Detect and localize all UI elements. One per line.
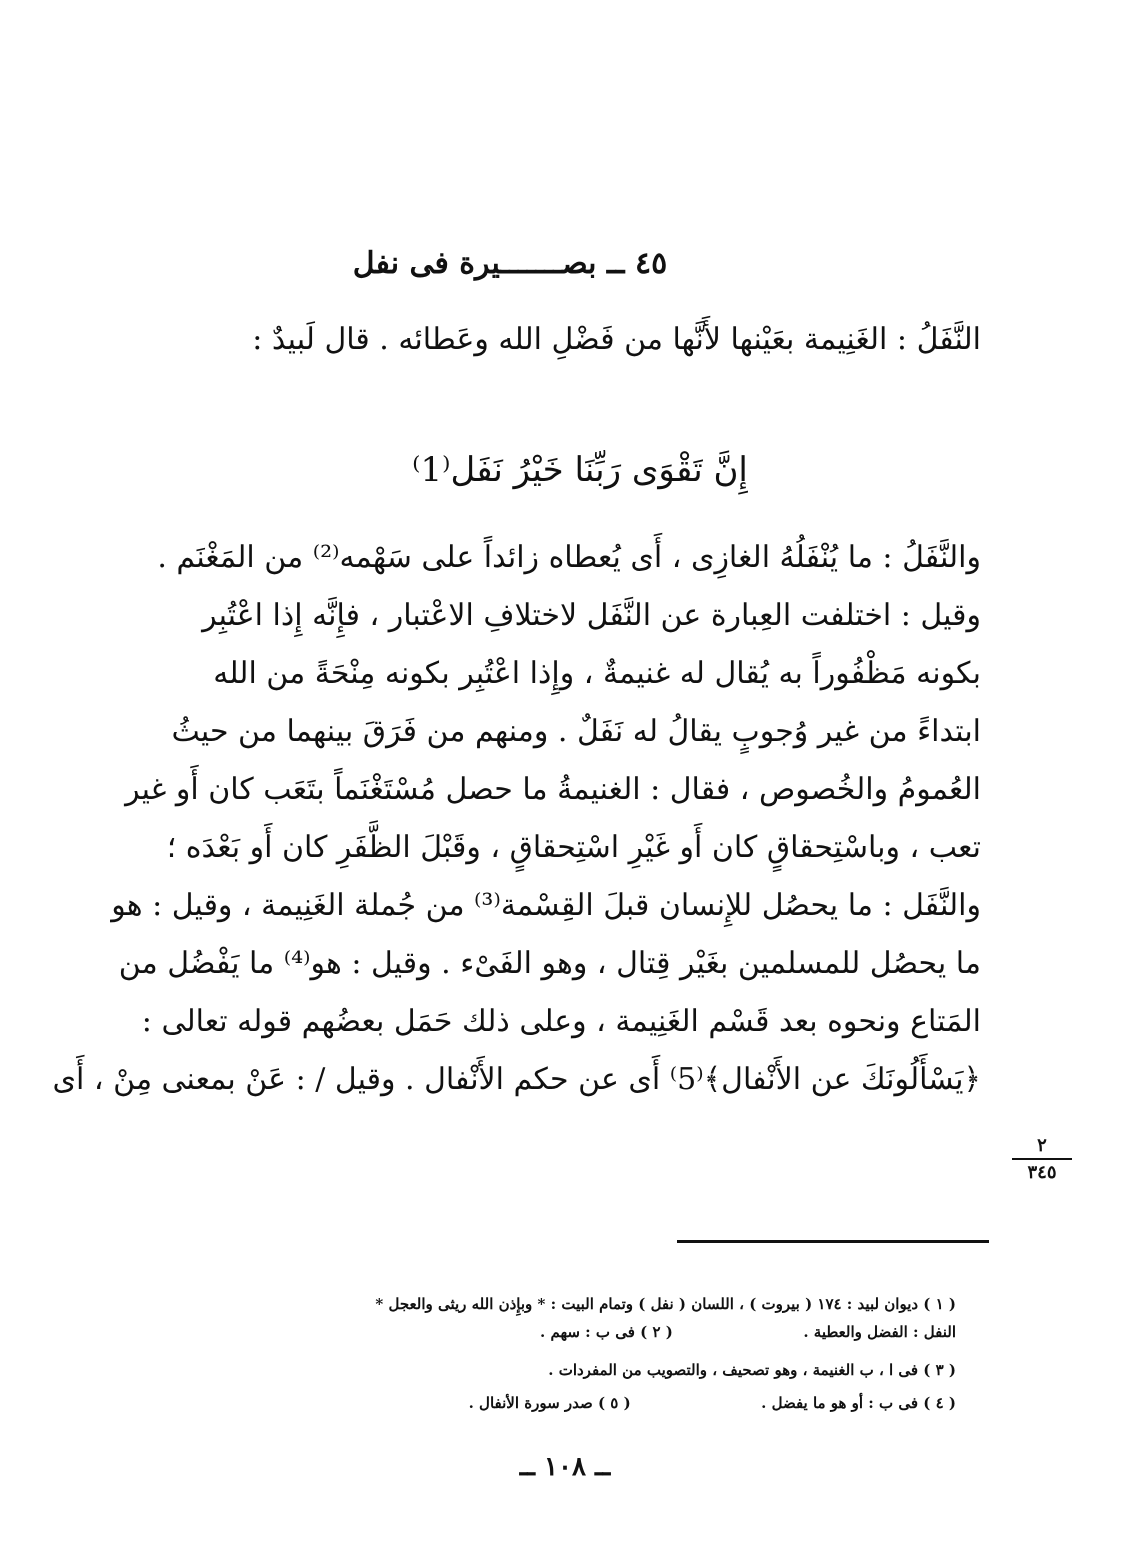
footnote-4: ( ٤ ) فى ب : أو هو ما يفضل .: [761, 1394, 956, 1412]
verse-line: إِنَّ تَقْوَى رَبِّنَا خَيْرُ نَفَل⁽1⁾: [412, 450, 748, 490]
body-line-10: المَتاع ونحوه بعد قَسْم الغَنِيمة ، وعلى ذلك حَمَل بعضُهم قوله تعالى :: [141, 1004, 981, 1039]
body-line-2: والنَّفَلُ : ما يُنْفَلُهُ الغازِى ، أَى يُعطاه زائداً على سَهْمه⁽²⁾ من المَغْنَم .: [157, 540, 981, 575]
footnote-line-3: [136, 1361, 956, 1379]
body-line-8: والنَّفَل : ما يحصُل للإِنسان قبلَ القِسْمة⁽³⁾ من جُملة الغَنِيمة ، وقيل : هو: [111, 888, 981, 923]
folio-note-top: ٢: [1037, 1135, 1047, 1156]
footnote-3: ( ٣ ) فى ا ، ب الغنيمة ، وهو تصحيف ، والتصويب من المفردات .: [548, 1361, 956, 1379]
body-line-4: بكونه مَظْفُوراً به يُقال له غنيمةٌ ، وإِذا اعْتُبِر بكونه مِنْحَةً من الله: [213, 656, 981, 691]
page-number: ــ ١٠٨ ــ: [519, 1452, 611, 1482]
folio-note-bottom: ٣٤٥: [1027, 1162, 1057, 1183]
body-line-6: العُمومُ والخُصوص ، فقال : الغنيمةُ ما حصل مُسْتَغْنَماً بتَعَب كان أَو غير: [125, 772, 981, 807]
manuscript-folio-note: [1012, 1135, 1072, 1183]
folio-note-bar: [1012, 1158, 1072, 1160]
footnote-line-4: [136, 1394, 956, 1412]
body-line-1: النَّفَلُ : الغَنِيمة بعَيْنها لأَنَّها من فَضْلِ الله وعَطائه . قال لَبيدٌ :: [252, 322, 981, 357]
footnote-1: ( ١ ) ديوان لبيد : ١٧٤ ( بيروت ) ، اللسان ( نفل ) وتمام البيت : * وبإِذن الله ريثى والعجل *: [375, 1295, 956, 1313]
body-line-11: ﴿يَسْأَلُونَكَ عن الأَنْفال﴾⁽5⁾ أَى عن حكم الأَنْفال . وقيل / : عَنْ بمعنى مِنْ ، أَى: [52, 1062, 981, 1097]
footnote-line-1: [136, 1295, 956, 1313]
body-line-9: ما يحصُل للمسلمين بغَيْر قِتال ، وهو الفَىْء . وقيل : هو⁽⁴⁾ ما يَفْضُل من: [118, 946, 981, 981]
body-line-5: ابتداءً من غير وُجوبٍ يقالُ له نَفَلٌ . ومنهم من فَرَقَ بينهما من حيثُ: [171, 714, 981, 749]
footnote-separator: [677, 1240, 989, 1243]
section-heading: ٤٥ ــ بصـــــــيرة فى نفل: [352, 246, 668, 281]
body-line-7: تعب ، وباسْتِحقاقٍ كان أَو غَيْرِ اسْتِحقاقٍ ، وقَبْلَ الظَّفَرِ كان أَو بَعْدَه ؛: [166, 830, 981, 865]
footnote-5: ( ٥ ) صدر سورة الأنفال .: [468, 1394, 631, 1412]
footnote-2: ( ٢ ) فى ب : سهم .: [540, 1323, 673, 1341]
footnote-1-cont: النفل : الفضل والعطية .: [803, 1323, 956, 1341]
body-line-3: وقيل : اختلفت العِبارة عن النَّفَل لاختلافِ الاعْتبار ، فإِنَّه إِذا اعْتُبِر: [202, 598, 981, 633]
footnote-line-2: [136, 1323, 956, 1341]
